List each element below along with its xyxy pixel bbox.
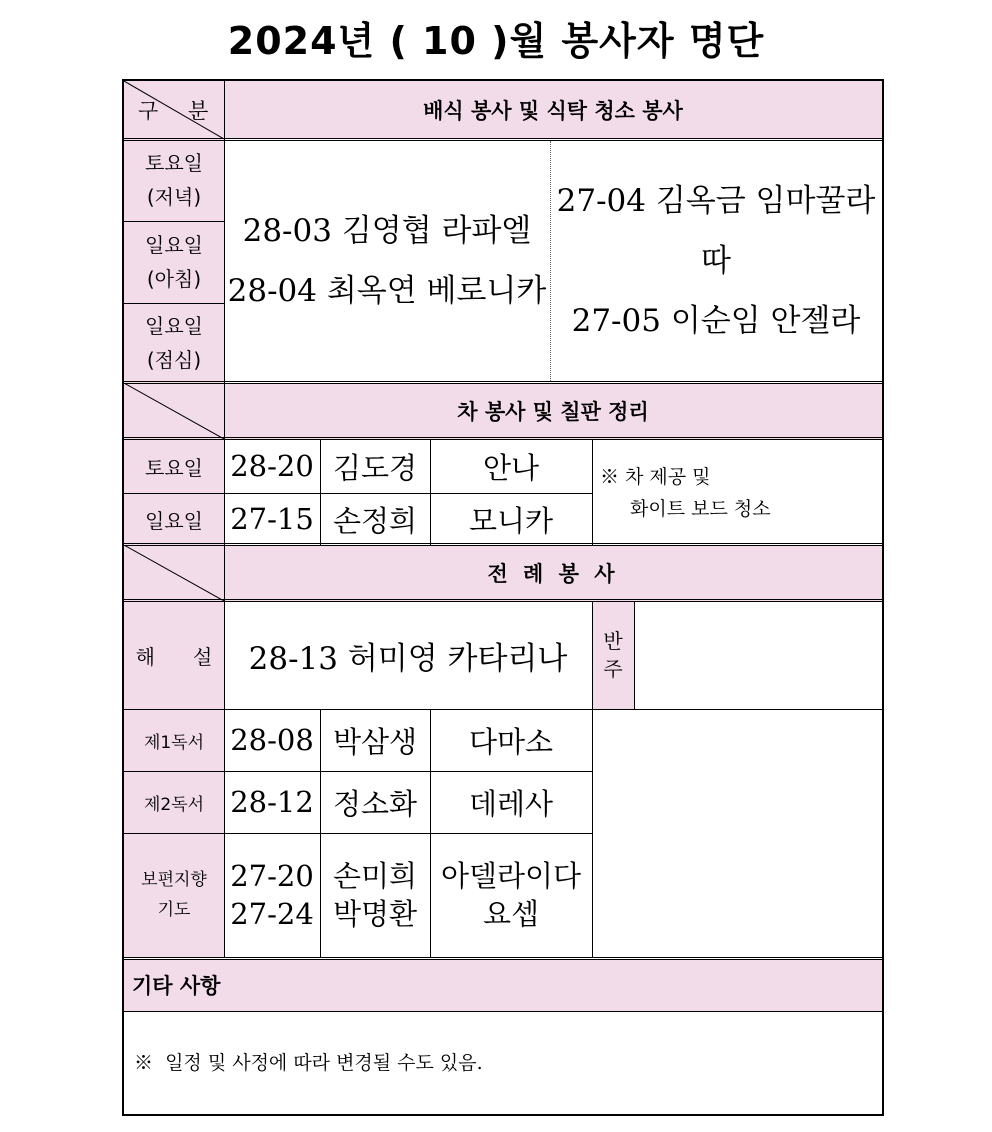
meal-day-sub: (점심) — [146, 348, 202, 372]
meal-day-sub: (저녁) — [146, 185, 202, 209]
column-line — [430, 709, 431, 957]
prayer-baptism-name: 아델라이다 — [440, 859, 582, 893]
corner-label-right: 분 — [188, 99, 209, 123]
reading-code: 28-08 — [230, 723, 314, 757]
prayer-baptism-name: 요셉 — [482, 897, 540, 931]
meal-day-label: 토요일 — [145, 151, 203, 175]
reading-name: 박삼생 — [332, 724, 418, 759]
prayer-baptism-names — [430, 833, 592, 957]
meal-volunteer: 28-03 김영협 라파엘 — [242, 213, 532, 249]
misc-note: ※ 일정 및 사정에 따라 변경될 수도 있음. — [134, 1051, 483, 1074]
column-line — [592, 439, 593, 545]
prayer-codes — [224, 833, 320, 957]
tea-code: 27-15 — [230, 502, 314, 536]
meal-volunteer: 27-04 김옥금 임마꿀라따 — [556, 183, 876, 279]
reading-code: 28-12 — [230, 785, 314, 819]
corner-label-left: 구 — [138, 99, 159, 123]
page-title: 2024년 ( 10 )월 봉사자 명단 — [227, 19, 765, 63]
column-line — [224, 81, 225, 957]
row-line — [124, 493, 592, 494]
tea-baptism-name: 모니카 — [468, 503, 554, 538]
row-line — [124, 303, 224, 304]
separator — [124, 543, 882, 546]
separator — [124, 381, 882, 384]
prayer-name: 박명환 — [332, 897, 418, 931]
meal-volunteer: 27-05 이순임 안젤라 — [571, 303, 861, 339]
column-line — [320, 439, 321, 545]
meal-day-saturday-evening — [124, 139, 224, 221]
diagonal-line — [124, 545, 224, 601]
liturgy-corner-cell — [124, 545, 224, 601]
misc-section-title: 기타 사항 — [124, 959, 882, 1011]
first-reading-label: 제1독서 — [124, 709, 224, 771]
column-line-dotted — [550, 141, 551, 381]
column-line — [320, 709, 321, 957]
meal-day-label: 일요일 — [145, 314, 203, 338]
accompaniment-label-char: 주 — [603, 657, 623, 681]
separator — [124, 138, 882, 141]
meal-volunteers-right — [550, 139, 882, 383]
second-reading-label: 제2독서 — [124, 771, 224, 833]
tea-section-title: 차 봉사 및 칠판 정리 — [224, 383, 882, 439]
accompaniment-label-char: 반 — [603, 629, 623, 653]
tea-note-line: 화이트 보드 청소 — [630, 498, 771, 520]
commentary-value: 28-13 허미영 카타리나 — [248, 640, 568, 677]
row-line — [124, 709, 882, 710]
tea-name: 손정희 — [332, 503, 418, 538]
corner-cell — [124, 81, 224, 139]
meal-section-title: 배식 봉사 및 식탁 청소 봉사 — [224, 81, 882, 139]
column-line — [592, 601, 593, 957]
commentary-label: 해 설 — [124, 601, 224, 709]
tea-code: 28-20 — [230, 449, 314, 483]
meal-volunteers-left — [224, 139, 550, 383]
prayer-names — [320, 833, 430, 957]
accompaniment-value — [634, 601, 882, 709]
meal-day-sunday-lunch — [124, 303, 224, 383]
tea-name: 김도경 — [332, 450, 418, 485]
column-line — [634, 601, 635, 709]
meal-day-label: 일요일 — [145, 233, 203, 257]
row-line — [124, 833, 592, 834]
prayer-code: 27-20 — [230, 859, 314, 893]
tea-corner-cell — [124, 383, 224, 439]
separator — [124, 599, 882, 602]
reading-baptism-name: 다마소 — [468, 724, 554, 759]
meal-volunteer: 28-04 최옥연 베로니카 — [227, 273, 547, 309]
roster-table — [122, 79, 884, 1116]
separator — [124, 437, 882, 440]
tea-baptism-name: 안나 — [482, 450, 540, 485]
separator — [124, 957, 882, 960]
prayer-name: 손미희 — [332, 859, 418, 893]
separator — [124, 1011, 882, 1012]
column-line — [430, 439, 431, 545]
reading-name: 정소화 — [332, 786, 418, 821]
tea-note-line: ※ 차 제공 및 — [600, 466, 711, 488]
prayer-label — [124, 833, 224, 957]
meal-day-sub: (아침) — [146, 267, 202, 291]
prayer-label-line: 기도 — [157, 900, 191, 920]
prayer-code: 27-24 — [230, 897, 314, 931]
row-line — [124, 221, 224, 222]
meal-day-sunday-morning — [124, 221, 224, 303]
tea-day-saturday: 토요일 — [124, 439, 224, 493]
tea-note — [600, 461, 880, 525]
reading-baptism-name: 데레사 — [468, 786, 554, 821]
accompaniment-label — [592, 601, 634, 709]
diagonal-line — [124, 383, 224, 439]
prayer-label-line: 보편지향 — [141, 870, 207, 890]
row-line — [124, 771, 592, 772]
liturgy-section-title: 전 례 봉 사 — [224, 545, 882, 601]
tea-day-sunday: 일요일 — [124, 493, 224, 545]
